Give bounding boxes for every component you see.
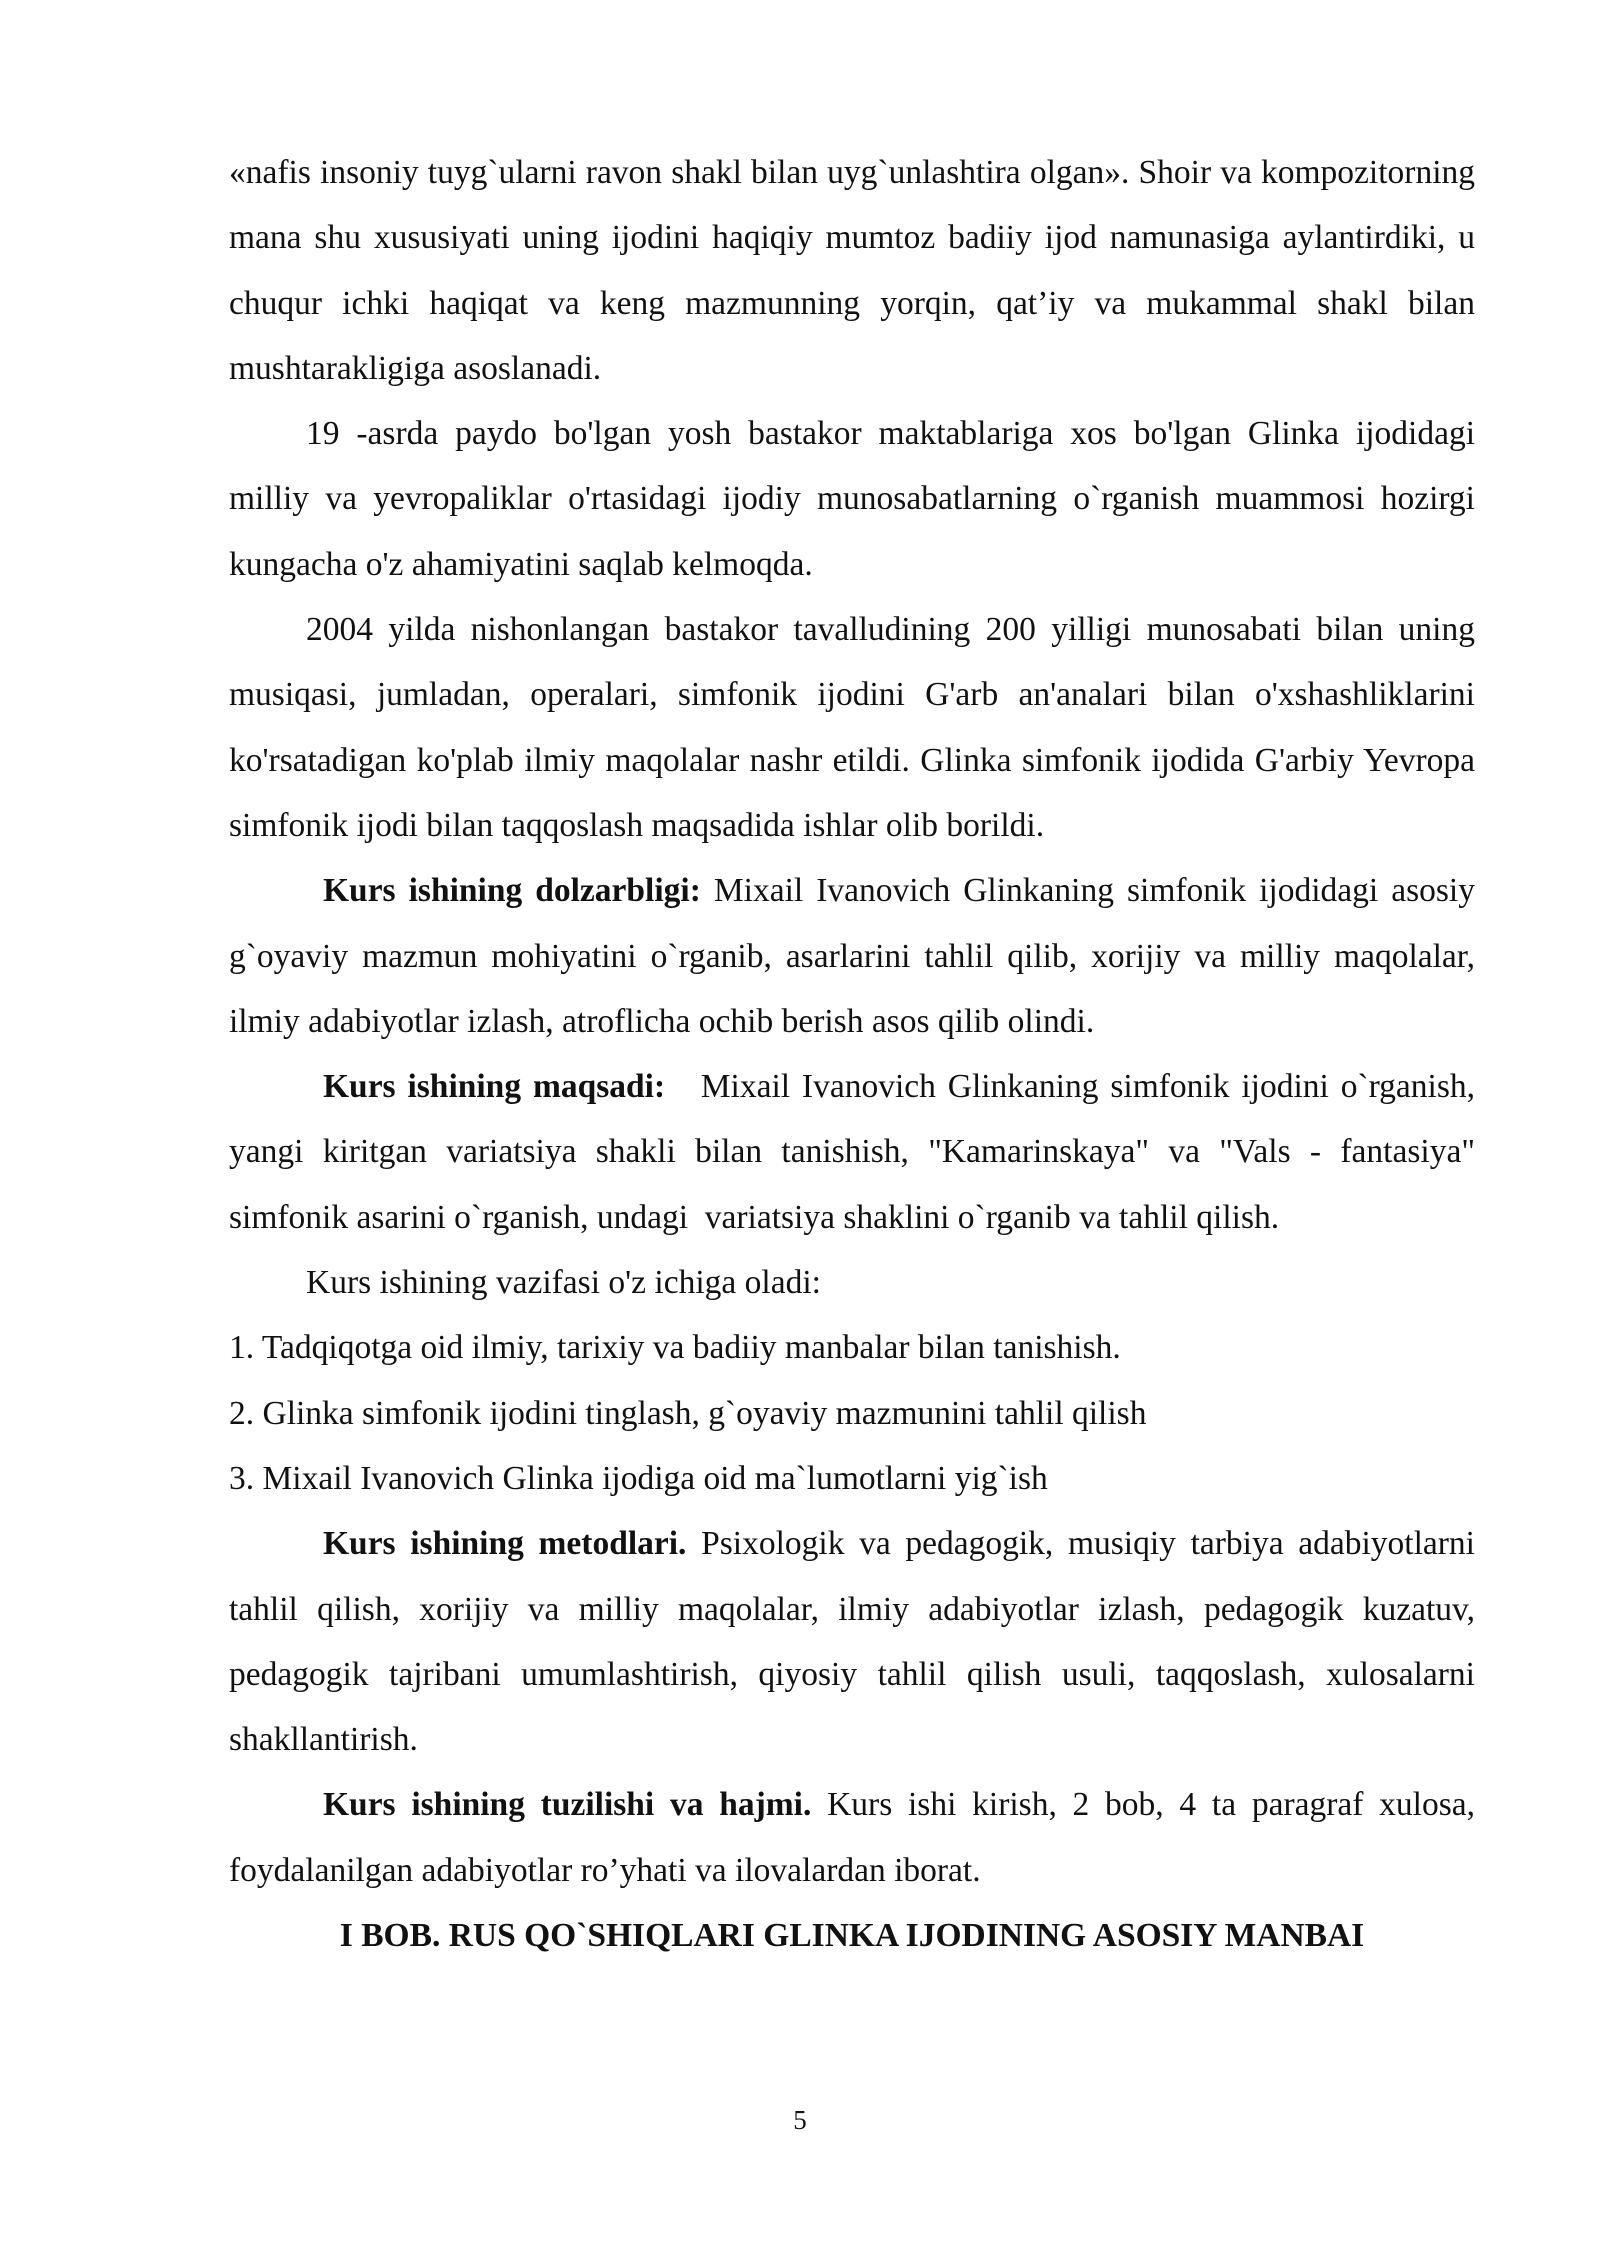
paragraph-tasks-intro: Kurs ishining vazifasi o'z ichiga oladi: (306, 1264, 821, 1302)
paragraph-intro-quote: «nafis insoniy tuyg`ularni ravon shakl bilan uyg`unlashtira olgan». Shoir va kompozitorning mana shu xususiyati uning ijodini haqiqiy mumtoz badiiy ijod namunasiga aylantirdiki, u chuqur ichki haqiqat va keng mazmunning yorqin, qat’iy va mukammal shakl bilan mushtarakligiga asoslanadi. (229, 154, 1475, 387)
list-item: 2. Glinka simfonik ijodini tinglash, g`oyaviy mazmunini tahlil qilish (229, 1394, 1147, 1432)
paragraph-2004-anniversary: 2004 yilda nishonlangan bastakor tavalludining 200 yilligi munosabati bilan uning musiqasi, jumladan, operalari, simfonik ijodini G'arb an'analari bilan o'xshashliklarini ko'rsatadigan ko'plab ilmiy maqolalar nashr etildi. Glinka simfonik ijodida G'arbiy Yevropa simfonik ijodi bilan taqqoslash maqsadida ishlar olib borildi. (229, 611, 1475, 844)
goal-label: Kurs ishining maqsadi: (323, 1068, 666, 1106)
structure-label: Kurs ishining tuzilishi va hajmi. (323, 1786, 812, 1824)
list-item: 1. Tadqiqotga oid ilmiy, tarixiy va badiiy manbalar bilan tanishish. (229, 1329, 1121, 1367)
document-page (229, 140, 1484, 1968)
relevance-text: Mixail Ivanovich Glinkaning simfonik ijodidagi asosiy g`oyaviy mazmun mohiyatini o`rganib, asarlarini tahlil qilib, xorijiy va milliy maqolalar, ilmiy adabiyotlar izlash, atroflicha ochib berish asos qilib olindi. (229, 872, 1475, 1040)
paragraph-goal (229, 1054, 1484, 1250)
paragraph-19th-century: 19 -asrda paydo bo'lgan yosh bastakor maktablariga xos bo'lgan Glinka ijodidagi milliy va yevropaliklar o'rtasidagi ijodiy munosabatlarning o`rganish muammosi hozirgi kungacha o'z ahamiyatini saqlab kelmoqda. (229, 415, 1475, 583)
paragraph-relevance (229, 858, 1475, 1054)
methods-label: Kurs ishining metodlari. (323, 1525, 687, 1563)
page-number: 5 (793, 2105, 807, 2135)
chapter-heading: I BOB. RUS QO`SHIQLARI GLINKA IJODINING ASOSIY MANBAI (339, 1917, 1365, 1955)
paragraph-methods (229, 1511, 1475, 1772)
list-item: 3. Mixail Ivanovich Glinka ijodiga oid ma`lumotlarni yig`ish (229, 1459, 1048, 1497)
paragraph-structure (229, 1772, 1475, 1903)
structure-text: Kurs ishi kirish, 2 bob, 4 ta paragraf xulosa, foydalanilgan adabiyotlar ro’yhati va ilovalardan iborat. (229, 1786, 1475, 1889)
relevance-label: Kurs ishining dolzarbligi: (323, 872, 701, 910)
methods-text: Psixologik va pedagogik, musiqiy tarbiya adabiyotlarni tahlil qilish, xorijiy va milliy maqolalar, ilmiy adabiyotlar izlash, pedagogik kuzatuv, pedagogik tajribani umumlashtirish, qiyosiy tahlil qilish usuli, taqqoslash, xulosalarni shakllantirish. (229, 1525, 1475, 1759)
goal-text: Mixail Ivanovich Glinkaning simfonik ijodini o`rganish, yangi kiritgan variatsiya shakli bilan tanishish, "Kamarinskaya" va "Vals - fantasiya" simfonik asarini o`rganish, undagi variatsiya shaklini o`rganib va tahlil qilish. (229, 1068, 1484, 1236)
